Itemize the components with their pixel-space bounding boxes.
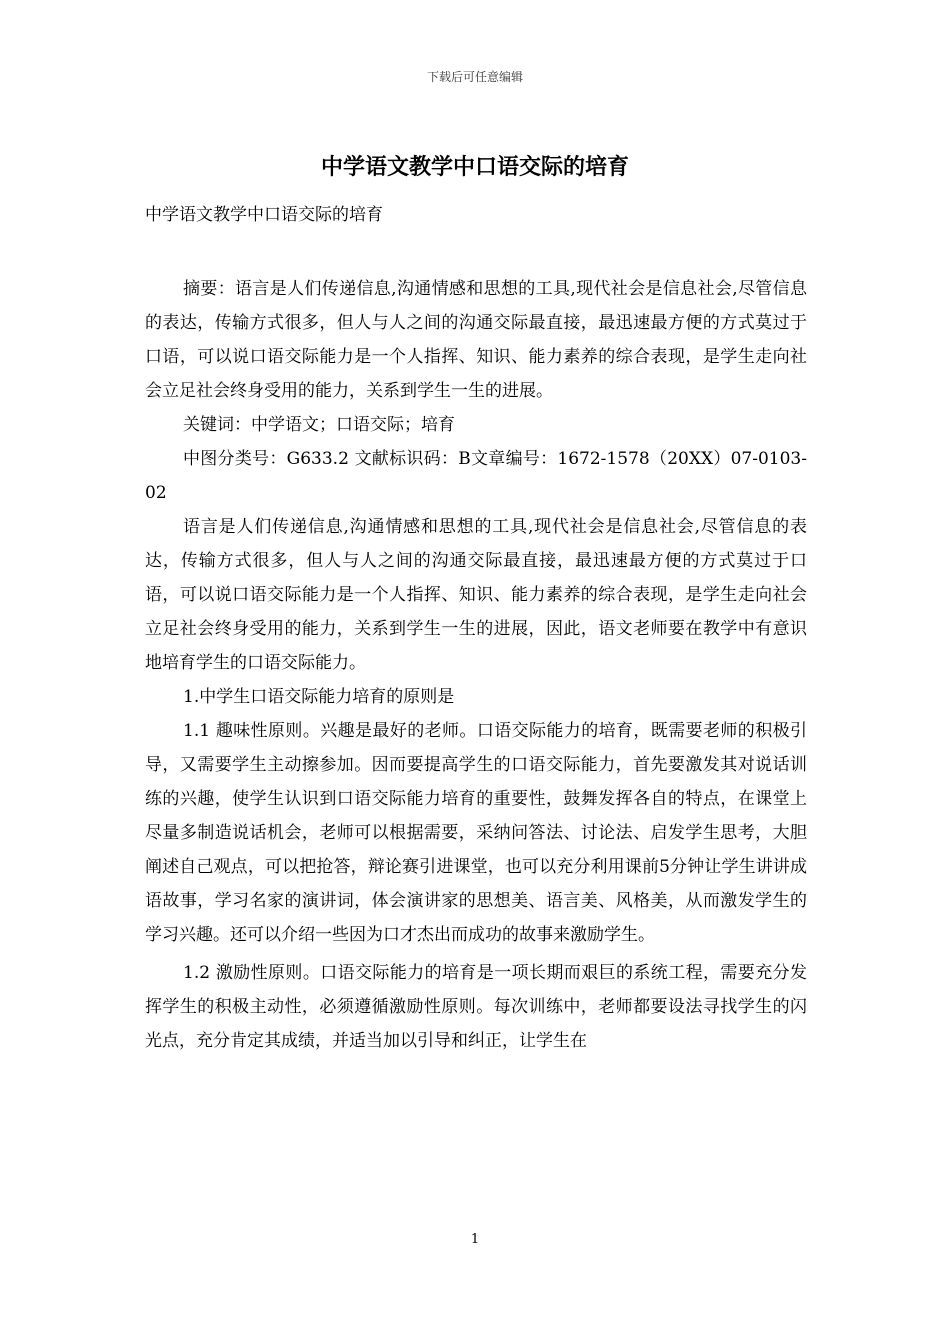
header-note: 下载后可任意编辑 [426, 70, 523, 84]
document-title: 中学语文教学中口语交际的培育 [320, 154, 629, 180]
abstract-paragraph: 摘要：语言是人们传递信息,沟通情感和思想的工具,现代社会是信息社会,尽管信息的表达，传输方式很多，但人与人之间的沟通交际最直接，最迅速最方便的方式莫过于口语，可以说口语交际能力是一个人指挥、知识、能力素养的综合表现，是学生走向社会立足社会终身受用的能力，关系到学生一生的进展。 [145, 279, 807, 401]
blank-line [145, 232, 807, 272]
section-1-1-paragraph: 1.1 趣味性原则。兴趣是最好的老师。口语交际能力的培育，既需要老师的积极引导，又需要学生主动擦参加。因而要提高学生的口语交际能力，首先要激发其对说话训练的兴趣，使学生认识到口语交际能力培育的重要性，鼓舞发挥各自的特点，在课堂上尽量多制造说话机会，老师可以根据需要，采纳问答法、讨论法、启发学生思考，大胆阐述自己观点，可以把抢答，辩论赛引进课堂，也可以充分利用课前5分钟让学生讲讲成语故事，学习名家的演讲词，体会演讲家的思想美、语言美、风格美，从而激发学生的学习兴趣。还可以介绍一些因为口才杰出而成功的故事来激励学生。 [145, 721, 807, 945]
document-body [145, 198, 807, 1058]
section-1-2-paragraph: 1.2 激励性原则。口语交际能力的培育是一项长期而艰巨的系统工程，需要充分发挥学生的积极主动性，必须遵循激励性原则。每次训练中，老师都要设法寻找学生的闪光点，充分肯定其成绩，并适当加以引导和纠正，让学生在 [145, 963, 807, 1051]
document-subtitle: 中学语文教学中口语交际的培育 [145, 205, 383, 225]
section-heading: 1.中学生口语交际能力培育的原则是 [183, 687, 455, 707]
keywords-line: 关键词：中学语文；口语交际；培育 [183, 415, 455, 435]
intro-paragraph: 语言是人们传递信息,沟通情感和思想的工具,现代社会是信息社会,尽管信息的表达，传输方式很多，但人与人之间的沟通交际最直接，最迅速最方便的方式莫过于口语，可以说口语交际能力是一个人指挥、知识、能力素养的综合表现，是学生走向社会立足社会终身受用的能力，关系到学生一生的进展，因此，语文老师要在教学中有意识地培育学生的口语交际能力。 [145, 517, 807, 673]
page-number: 1 [470, 1232, 480, 1247]
classification-line: 中图分类号：G633.2 文献标识码：B文章编号：1672-1578（20XX）07-0103-02 [145, 449, 807, 503]
